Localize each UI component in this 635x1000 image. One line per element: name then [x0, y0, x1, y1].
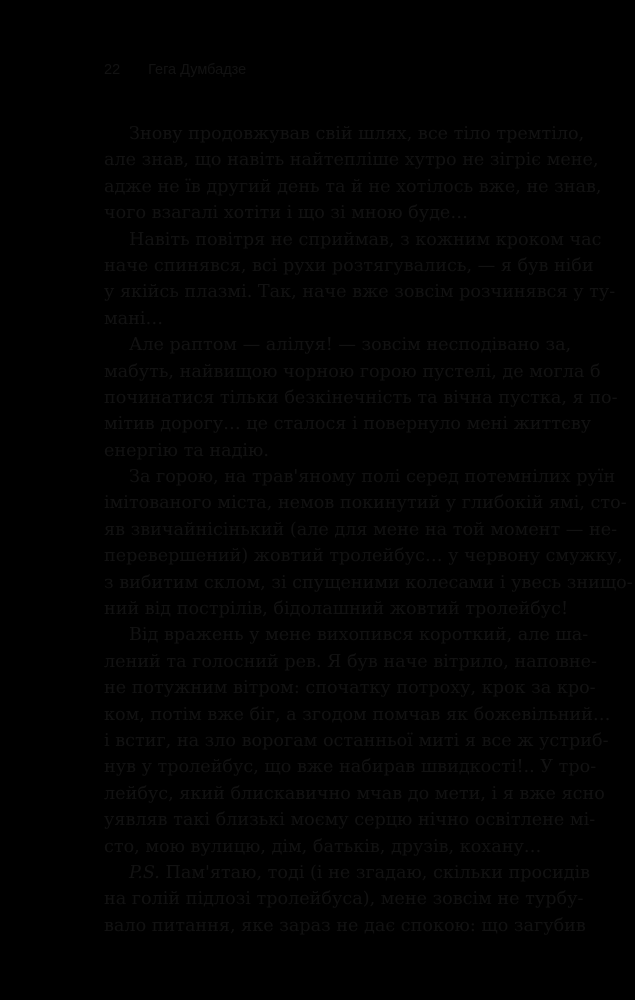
text-line: [104, 121, 585, 147]
text-line: [104, 649, 597, 675]
text-line: [104, 622, 589, 648]
text-line: [104, 781, 605, 807]
text-line: [104, 728, 609, 754]
text-line: [104, 174, 602, 200]
text-line-content: на голій підлозі тролейбуса), мене зовсім не турбу-: [104, 889, 584, 910]
text-line-content: ком, потім вже біг, а згодом помчав як божевільний…: [104, 704, 611, 725]
text-line: [104, 279, 616, 305]
text-line: [104, 517, 618, 543]
text-line-content: Від вражень у мене вихопився короткий, але ша-: [129, 625, 589, 646]
text-line-content: починатися тільки безкінечність та вічна пустка, я по-: [104, 387, 618, 408]
text-line: [104, 306, 570, 332]
text-line: [104, 807, 596, 833]
text-line-content: сто, мою вулицю, дім, батьків, друзів, кохану…: [104, 836, 542, 857]
text-line-content: мабуть, найвищою чорною горою пустелі, де могла б: [104, 361, 601, 382]
text-line: [104, 438, 570, 464]
text-line: [104, 913, 586, 939]
text-line-content: Пам'ятаю, тоді (і не згадаю, скільки просидів: [159, 862, 591, 883]
text-line-content: з вибитим склом, зі спущеними колесами і увесь знищо-: [104, 572, 633, 593]
ps-label: P.S.: [129, 862, 160, 883]
text-line-content: мітив дорогу… це сталося і повернуло мені життєву: [104, 414, 592, 435]
text-line-content: адже не їв другий день та й не хотілось вже, не знав,: [104, 176, 602, 197]
text-line-content: лений та голосний рев. Я був наче вітрило, наповне-: [104, 651, 597, 672]
text-line-content: Знову продовжував свій шлях, все тіло тремтіло,: [129, 124, 585, 144]
text-line-content: наче спинявся, всі рухи розтягувались, — я був ніби: [104, 255, 594, 276]
text-line: [104, 411, 592, 437]
text-line-content: енергію та надію.: [104, 440, 269, 461]
text-line: [104, 200, 570, 226]
text-line-content: мані…: [104, 308, 164, 329]
text-line: [104, 253, 594, 279]
running-header: [104, 62, 246, 78]
text-line: [104, 332, 570, 358]
text-line: [104, 834, 570, 860]
text-line-content: Але раптом — алілуя! — зовсім несподівано за,: [129, 335, 572, 356]
text-line-content: ний від пострілів, бідолашний жовтий тролейбус!: [104, 599, 569, 620]
text-line: [104, 702, 611, 728]
text-line: [104, 886, 584, 912]
text-line-content: чого взагалі хотіти і що зі мною буде…: [104, 203, 468, 224]
body-text: [104, 121, 633, 939]
text-line: [104, 570, 633, 596]
page-number: 22: [104, 62, 121, 78]
text-line-content: імітованого міста, немов покинутий у глибокій ямі, сто-: [104, 493, 627, 514]
text-line-content: Навіть повітря не сприймав, з кожним кроком час: [129, 229, 602, 250]
text-line-content: вало питання, яке зараз не дає спокою: що загубив: [104, 915, 586, 936]
text-line-content: у якійсь плазмі. Так, наче вже зовсім розчинявся у ту-: [104, 282, 616, 303]
text-line: [104, 754, 597, 780]
text-line: [104, 675, 596, 701]
text-line: [104, 147, 599, 173]
text-line-content: але знав, що навіть найтепліше хутро не зігріє мене,: [104, 150, 599, 171]
text-line-content: лейбус, який блискавично мчав до мети, і я вже ясно: [104, 783, 605, 804]
text-line: [104, 596, 570, 622]
text-line-content: уявляв такі близькі моєму серцю нічно освітлене мі-: [104, 810, 596, 831]
text-line: [104, 490, 627, 516]
text-line: [104, 385, 618, 411]
text-line: [104, 860, 591, 886]
text-line-content: перевершений) жовтий тролейбус… у червону смужку,: [104, 546, 623, 567]
text-line: [104, 464, 616, 490]
text-line-content: нув у тролейбус, що вже набирав швидкості!.. У тро-: [104, 757, 597, 778]
text-line-content: не потужним вітром: спочатку потроху, крок за кро-: [104, 678, 596, 699]
text-line-content: і встиг, на зло ворогам останньої миті я все ж устриб-: [104, 730, 609, 751]
text-line-content: За горою, на трав'яному полі серед потемнілих руїн: [129, 467, 616, 488]
text-line: [104, 227, 602, 253]
text-line: [104, 543, 623, 569]
text-line: [104, 359, 601, 385]
running-title: Гега Думбадзе: [148, 62, 247, 78]
text-line-content: яв звичайнісінький (але для мене на той момент — не-: [104, 519, 618, 540]
